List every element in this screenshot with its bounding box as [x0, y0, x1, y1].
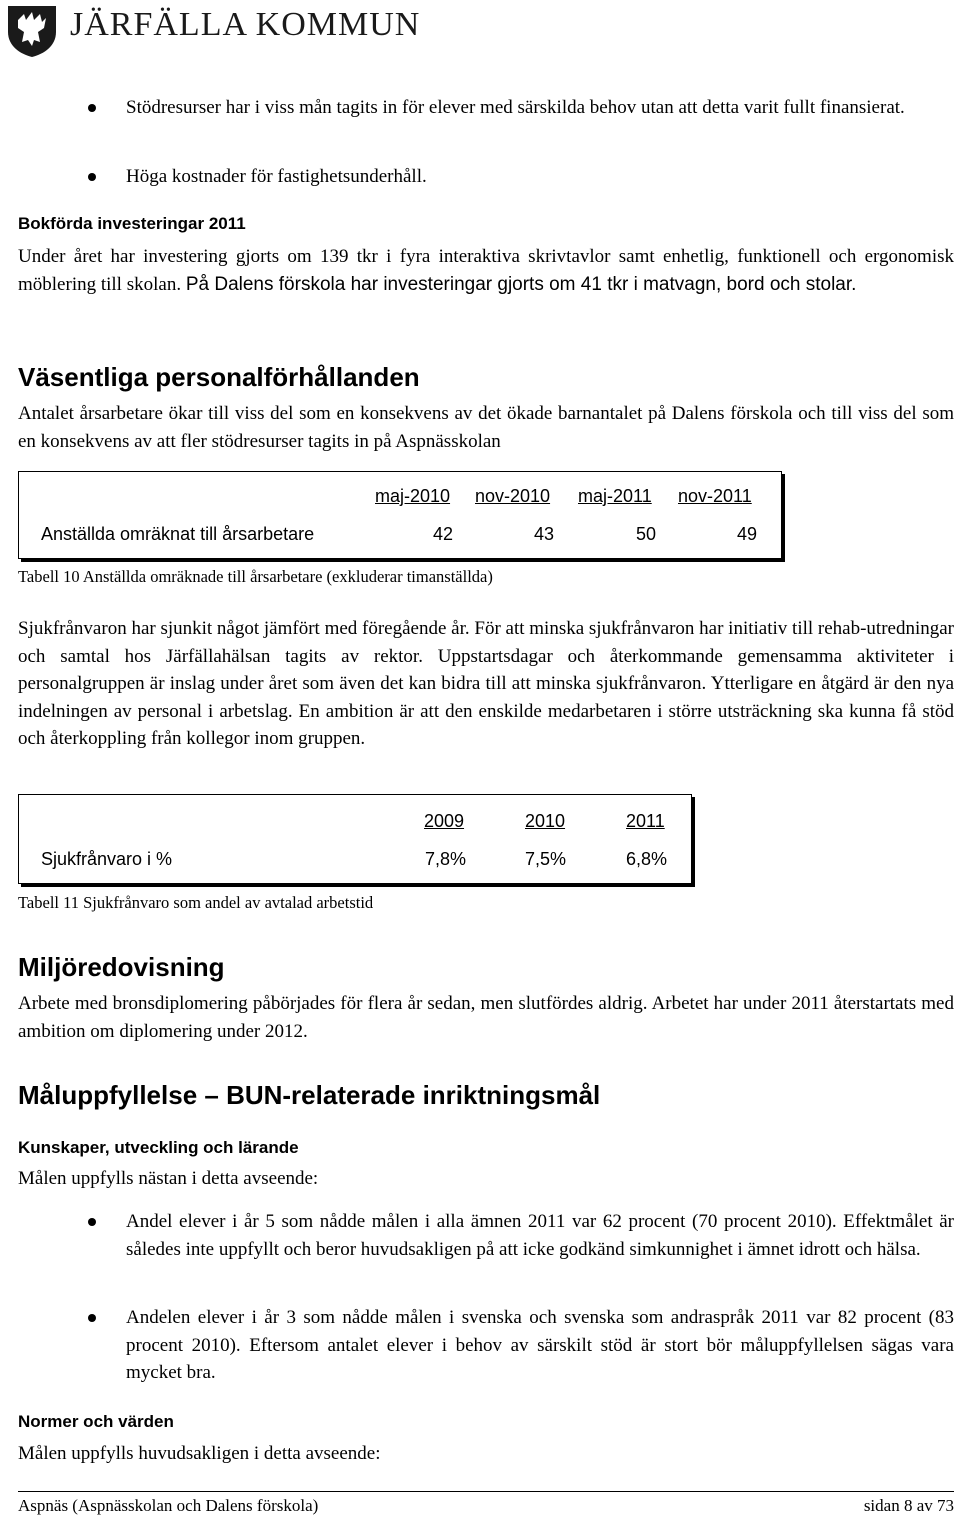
table-cell: 49 — [737, 524, 758, 544]
footer-school: Aspnäs (Aspnässkolan och Dalens förskola) — [18, 1496, 319, 1515]
personnel-heading: Väsentliga personalförhållanden — [18, 362, 420, 392]
investments-text: Under året har investering gjorts om 139 tkr i fyra interaktiva skrivtavlor samt enhetlig, funktionell och ergonomisk möblering till skolan. — [18, 246, 954, 295]
table-cell: 6,8% — [626, 849, 668, 869]
environment-paragraph: Arbete med bronsdiplomering påbörjades för flera år sedan, men slutfördes aldrig. Arbetet har under 2011 återstartats med ambition om diplomering under 2012. — [18, 993, 954, 1042]
knowledge-heading: Kunskaper, utveckling och lärande — [18, 1138, 299, 1157]
table-cell: 42 — [433, 524, 454, 544]
staff-table — [18, 471, 782, 559]
bullet-text: Stödresurser har i viss mån tagits in för elever med särskilda behov utan att detta varit fullt finansierat. — [126, 97, 905, 118]
table-header: 2010 — [525, 811, 566, 831]
bullet-icon — [88, 104, 96, 112]
header-logo — [0, 0, 420, 62]
sick-leave-paragraph: Sjukfrånvaron har sjunkit något jämfört med föregående år. För att minska sjukfrånvaron har initiativ till rehab-utredningar och samtal hos Järfällahälsan tagits av rektor. Uppstartsdagar och återkommande gemensamma aktiviteter i personalgruppen är inslag under året som även det kan bidra till att minska sjukfrånvaron. Ytterligare en åtgärd är den nya indelningen av personal i arbetslag. En ambition är att den enskilde medarbetaren i större utsträckning ska kunna få stöd och återkoppling från kollegor inom gruppen. — [18, 618, 955, 749]
table-cell: 43 — [534, 524, 555, 544]
bullet-icon — [88, 1314, 96, 1322]
bullet-icon — [88, 1218, 96, 1226]
investments-paragraph — [18, 243, 954, 298]
investments-text-dalens: På Dalens förskola har investeringar gjorts om 41 tkr i matvagn, bord och stolar. — [185, 273, 857, 295]
norms-heading: Normer och värden — [18, 1412, 174, 1431]
sick-leave-table — [18, 794, 692, 884]
table-header: nov-2011 — [678, 486, 752, 506]
knowledge-intro: Målen uppfylls nästan i detta avseende: — [18, 1168, 319, 1189]
table-cell: 7,5% — [525, 849, 567, 869]
bullet-text: Andel elever i år 5 som nådde målen i alla ämnen 2011 var 62 procent (70 procent 2010). Effektmålet är således inte uppfyllt och beror huvudsakligen på att icke godkänd simkunnighet i ämnet idrott och hälsa. — [126, 1211, 954, 1260]
table-header: maj-2010 — [375, 486, 451, 506]
table-cell: 7,8% — [425, 849, 467, 869]
table-header: maj-2011 — [578, 486, 652, 506]
table-header: 2011 — [626, 811, 665, 831]
table-row-label: Anställda omräknat till årsarbetare — [41, 524, 315, 544]
environment-heading: Miljöredovisning — [18, 952, 225, 982]
table-header: nov-2010 — [475, 486, 551, 506]
table-caption: Tabell 11 Sjukfrånvaro som andel av avtalad arbetstid — [18, 893, 374, 912]
table-header: 2009 — [424, 811, 465, 831]
coat-of-arms-icon — [4, 2, 60, 58]
logo-text: JÄRFÄLLA KOMMUN — [70, 6, 421, 43]
investments-heading: Bokförda investeringar 2011 — [18, 214, 246, 233]
norms-intro: Målen uppfylls huvudsakligen i detta avseende: — [18, 1443, 381, 1464]
bullet-text: Andelen elever i år 3 som nådde målen i svenska och svenska som andraspråk 2011 var 82 procent (83 procent 2010). Eftersom antalet elever i behov av särskilt stöd är stort bör måluppfyllelsen sägas vara mycket bra. — [126, 1307, 954, 1383]
page-number: sidan 8 av 73 — [863, 1496, 954, 1515]
bullet-icon — [88, 173, 96, 181]
page-footer — [18, 1491, 954, 1516]
personnel-paragraph: Antalet årsarbetare ökar till viss del som en konsekvens av det ökade barnantalet på Dalens förskola och till viss del som en konsekvens av att fler stödresurser tagits in på Aspnässkolan — [18, 403, 954, 452]
bullet-text: Höga kostnader för fastighetsunderhåll. — [126, 166, 427, 187]
goals-heading: Måluppfyllelse – BUN-relaterade inriktningsmål — [18, 1080, 601, 1110]
table-caption: Tabell 10 Anställda omräknade till årsarbetare (exkluderar timanställda) — [18, 567, 493, 586]
table-cell: 50 — [636, 524, 657, 544]
table-row-label: Sjukfrånvaro i % — [41, 849, 173, 869]
